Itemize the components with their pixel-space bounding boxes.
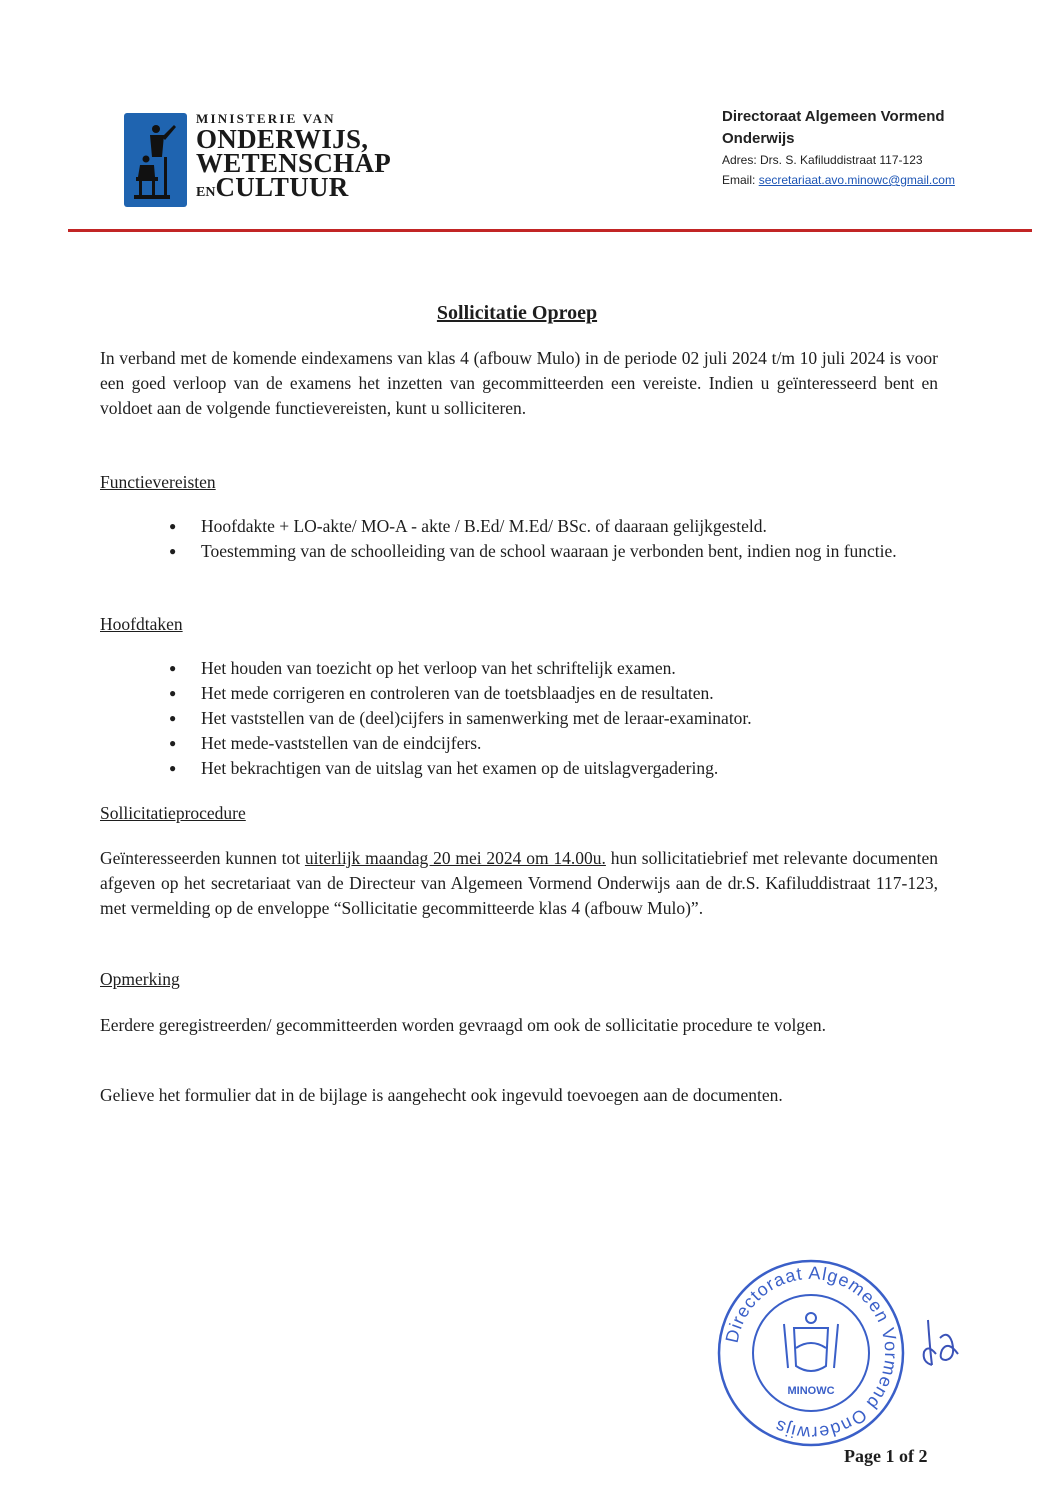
remark-paragraph-1: Eerdere geregistreerden/ gecommitteerden worden gevraagd om ook de sollicitatie procedure te volgen. — [100, 1015, 826, 1035]
svg-text:Directoraat Algemeen Vormend O — [722, 1263, 902, 1444]
directorate-line1: Directoraat Algemeen Vormend — [722, 108, 945, 125]
ministry-small: MINISTERIE VAN — [196, 111, 336, 126]
email-link[interactable]: secretariaat.avo.minowc@gmail.com — [758, 173, 955, 187]
list-item: ● Het mede-vaststellen van de eindcijfers. — [160, 731, 950, 756]
scholar-statue-icon — [124, 113, 187, 207]
remark-paragraph-2: Gelieve het formulier dat in de bijlage is aangehecht ook ingevuld toevoegen aan de documenten. — [100, 1085, 783, 1105]
signature — [918, 1310, 964, 1372]
procedure-deadline: uiterlijk maandag 20 mei 2024 om 14.00u. — [304, 848, 606, 868]
official-stamp — [716, 1258, 906, 1448]
list-item: ● Het bekrachtigen van de uitslag van het examen op de uitslagvergadering. — [160, 756, 950, 781]
list-item: ● Toestemming van de schoolleiding van de school waaraan je verbonden bent, indien nog in functie. — [160, 539, 950, 564]
procedure-paragraph — [100, 846, 938, 921]
intro-paragraph: In verband met de komende eindexamens van klas 4 (afbouw Mulo) in de periode 02 juli 2024 t/m 10 juli 2024 is voor een goed verloop van de examens het inzetten van gecommitteerden een vereiste. Indien u geïnteresseerd bent en voldoet aan de volgende functievereisten, kunt u solliciteren. — [100, 348, 938, 418]
ministry-line1: ONDERWIJS, — [196, 124, 369, 154]
procedure-text-after: hun sollicitatiebrief met relevante documenten afgeven op het secretariaat van de Directeur van Algemeen Vormend Onderwijs aan de dr.S. Kafiluddistraat 117-123, met vermelding op de enveloppe “Sollicitatie gecommitteerde klas 4 (afbouw Mulo)”. — [100, 848, 938, 918]
ministry-en: EN — [196, 185, 216, 200]
requirements-list — [160, 514, 950, 564]
email-label: Email: — [722, 173, 759, 187]
directorate-line2: Onderwijs — [722, 130, 795, 147]
list-item: ● Het mede corrigeren en controleren van de toetsblaadjes en de resultaten. — [160, 681, 950, 706]
page-number: Page 1 of 2 — [844, 1446, 928, 1466]
header-divider — [68, 229, 1032, 232]
directorate-address: Adres: Drs. S. Kafiluddistraat 117-123 — [722, 153, 923, 167]
ministry-logo — [124, 113, 187, 207]
procedure-heading: Sollicitatieprocedure — [100, 803, 246, 823]
remark-heading: Opmerking — [100, 969, 180, 989]
stamp-ring-text: Directoraat Algemeen Vormend Onderwijs — [721, 1262, 902, 1444]
stamp-center-label: MINOWC — [787, 1385, 835, 1397]
list-item: ● Het vaststellen van de (deel)cijfers in samenwerking met de leraar-examinator. — [160, 706, 950, 731]
list-item: ● Het houden van toezicht op het verloop van het schriftelijk examen. — [160, 656, 950, 681]
requirements-heading: Functievereisten — [100, 472, 216, 492]
ministry-name — [196, 111, 391, 205]
ministry-line3: CULTUUR — [215, 172, 349, 202]
ministry-line2: WETENSCHAP — [196, 148, 392, 178]
tasks-list — [160, 656, 950, 781]
list-item: ● Hoofdakte + LO-akte/ MO-A - akte / B.Ed/ M.Ed/ BSc. of daaraan gelijkgesteld. — [160, 514, 950, 539]
page-title: Sollicitatie Oproep — [436, 302, 598, 324]
tasks-heading: Hoofdtaken — [100, 614, 183, 634]
procedure-text-before: Geïnteresseerden kunnen tot — [100, 848, 305, 868]
directorate-block — [722, 106, 955, 190]
